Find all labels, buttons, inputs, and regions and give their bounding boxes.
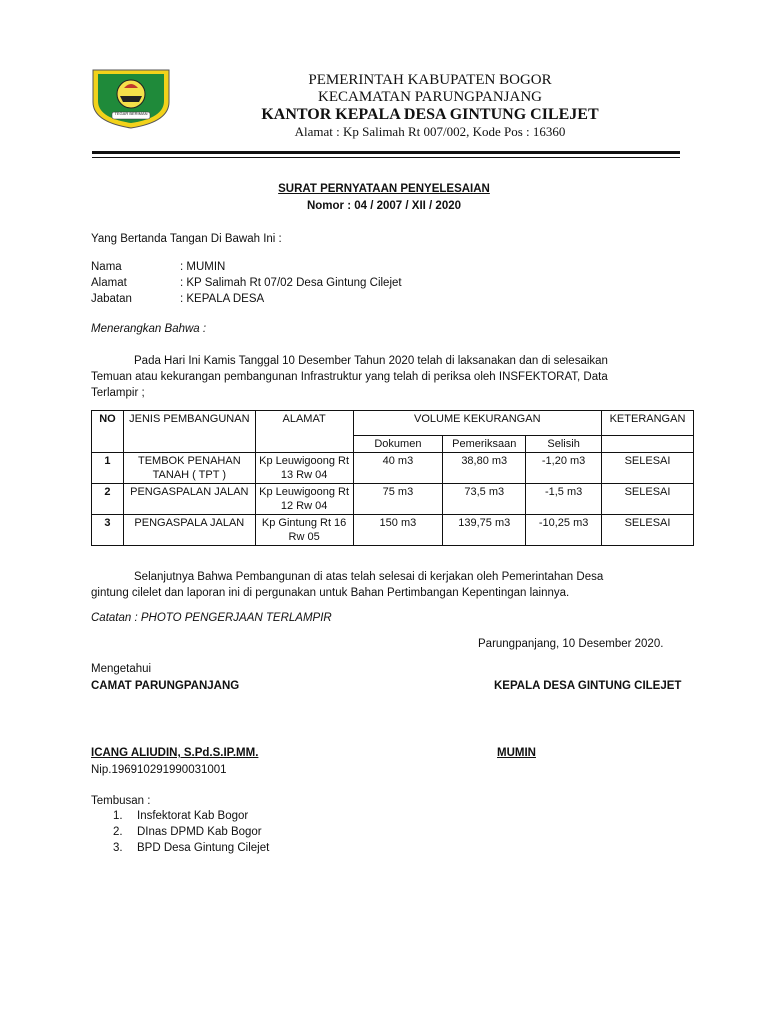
catatan-note: Catatan : PHOTO PENGERJAAN TERLAMPIR: [91, 612, 332, 624]
cell-pemeriksaan: 38,80 m3: [443, 453, 526, 484]
table-row: [92, 453, 694, 484]
place-date: Parungpanjang, 10 Desember 2020.: [478, 638, 664, 650]
cell-no: 2: [92, 484, 124, 515]
mengetahui-label: Mengetahui: [91, 663, 152, 675]
volume-table: [91, 410, 694, 546]
header-jenis: JENIS PEMBANGUNAN: [123, 411, 255, 453]
cell-selisih: -1,20 m3: [526, 453, 602, 484]
logo-motto: TEGAR BERIMAN: [114, 111, 148, 116]
letterhead-district: KECAMATAN PARUNGPANJANG: [318, 89, 542, 105]
header-alamat: ALAMAT: [255, 411, 353, 453]
menerangkan-heading: Menerangkan Bahwa :: [91, 323, 207, 335]
cell-pemeriksaan: 139,75 m3: [443, 515, 526, 546]
identity-position-value: : KEPALA DESA: [180, 293, 265, 305]
tembusan-item-num: 3.: [113, 842, 123, 854]
identity-address-label: Alamat: [91, 277, 127, 289]
header-volume: VOLUME KEKURANGAN: [353, 411, 601, 436]
letterhead-rule-thin: [92, 157, 680, 158]
identity-name-label: Nama: [91, 261, 122, 273]
cell-no: 3: [92, 515, 124, 546]
table-row: [92, 515, 694, 546]
paragraph1-line1: Pada Hari Ini Kamis Tanggal 10 Desember Tahun 2020 telah di laksanakan dan di selesaikan: [134, 355, 608, 367]
cell-keterangan: SELESAI: [602, 515, 694, 546]
cell-alamat: Kp Gintung Rt 16 Rw 05: [255, 515, 353, 546]
header-dokumen: Dokumen: [353, 436, 443, 453]
tembusan-item: BPD Desa Gintung Cilejet: [137, 842, 270, 854]
cell-pemeriksaan: 73,5 m3: [443, 484, 526, 515]
identity-address-value: : KP Salimah Rt 07/02 Desa Gintung Cilejet: [180, 277, 402, 289]
cell-keterangan: SELESAI: [602, 484, 694, 515]
header-selisih: Selisih: [526, 436, 602, 453]
table-row: [92, 484, 694, 515]
document-title: SURAT PERNYATAAN PENYELESAIAN: [278, 183, 490, 195]
identity-position-label: Jabatan: [91, 293, 132, 305]
cell-alamat: Kp Leuwigoong Rt 12 Rw 04: [255, 484, 353, 515]
cell-keterangan: SELESAI: [602, 453, 694, 484]
left-signer-nip: Nip.196910291990031001: [91, 764, 227, 776]
right-signer-name: MUMIN: [497, 747, 536, 759]
cell-dokumen: 75 m3: [353, 484, 443, 515]
intro-text: Yang Bertanda Tangan Di Bawah Ini :: [91, 233, 282, 245]
header-keterangan: KETERANGAN: [602, 411, 694, 436]
right-signer-title: KEPALA DESA GINTUNG CILEJET: [494, 680, 682, 692]
cell-dokumen: 150 m3: [353, 515, 443, 546]
cell-selisih: -10,25 m3: [526, 515, 602, 546]
paragraph2-line2: gintung cilelet dan laporan ini di pergunakan untuk Bahan Pertimbangan Kepentingan lainnya.: [91, 587, 570, 599]
header-no: NO: [92, 411, 124, 453]
paragraph1-line3: Terlampir ;: [91, 387, 145, 399]
document-number: Nomor : 04 / 2007 / XII / 2020: [306, 200, 462, 212]
header-pemeriksaan: Pemeriksaan: [443, 436, 526, 453]
paragraph2-line1: Selanjutnya Bahwa Pembangunan di atas telah selesai di kerjakan oleh Pemerintahan Desa: [134, 571, 604, 583]
tembusan-item: Insfektorat Kab Bogor: [137, 810, 249, 822]
letterhead-rule-thick: [92, 151, 680, 154]
regency-logo: [90, 66, 172, 130]
letterhead-government: PEMERINTAH KABUPATEN BOGOR: [308, 72, 552, 88]
tembusan-label: Tembusan :: [91, 795, 151, 807]
cell-jenis: PENGASPALA JALAN: [123, 515, 255, 546]
cell-selisih: -1,5 m3: [526, 484, 602, 515]
cell-alamat: Kp Leuwigoong Rt 13 Rw 04: [255, 453, 353, 484]
paragraph1-line2: Temuan atau kekurangan pembangunan Infrastruktur yang telah di periksa oleh INSFEKTORAT, Data: [91, 371, 608, 383]
cell-jenis: TEMBOK PENAHAN TANAH ( TPT ): [123, 453, 255, 484]
tembusan-item-num: 1.: [113, 810, 123, 822]
header-keterangan-blank: [602, 436, 694, 453]
cell-jenis: PENGASPALAN JALAN: [123, 484, 255, 515]
letterhead-address: Alamat : Kp Salimah Rt 007/002, Kode Pos : 16360: [294, 124, 566, 139]
left-signer-title: CAMAT PARUNGPANJANG: [91, 680, 240, 692]
cell-no: 1: [92, 453, 124, 484]
left-signer-name: ICANG ALIUDIN, S.Pd.S.IP.MM.: [91, 747, 259, 759]
tembusan-item-num: 2.: [113, 826, 123, 838]
tembusan-item: DInas DPMD Kab Bogor: [137, 826, 262, 838]
cell-dokumen: 40 m3: [353, 453, 443, 484]
identity-name-value: : MUMIN: [180, 261, 226, 273]
letterhead-office: KANTOR KEPALA DESA GINTUNG CILEJET: [261, 106, 599, 123]
